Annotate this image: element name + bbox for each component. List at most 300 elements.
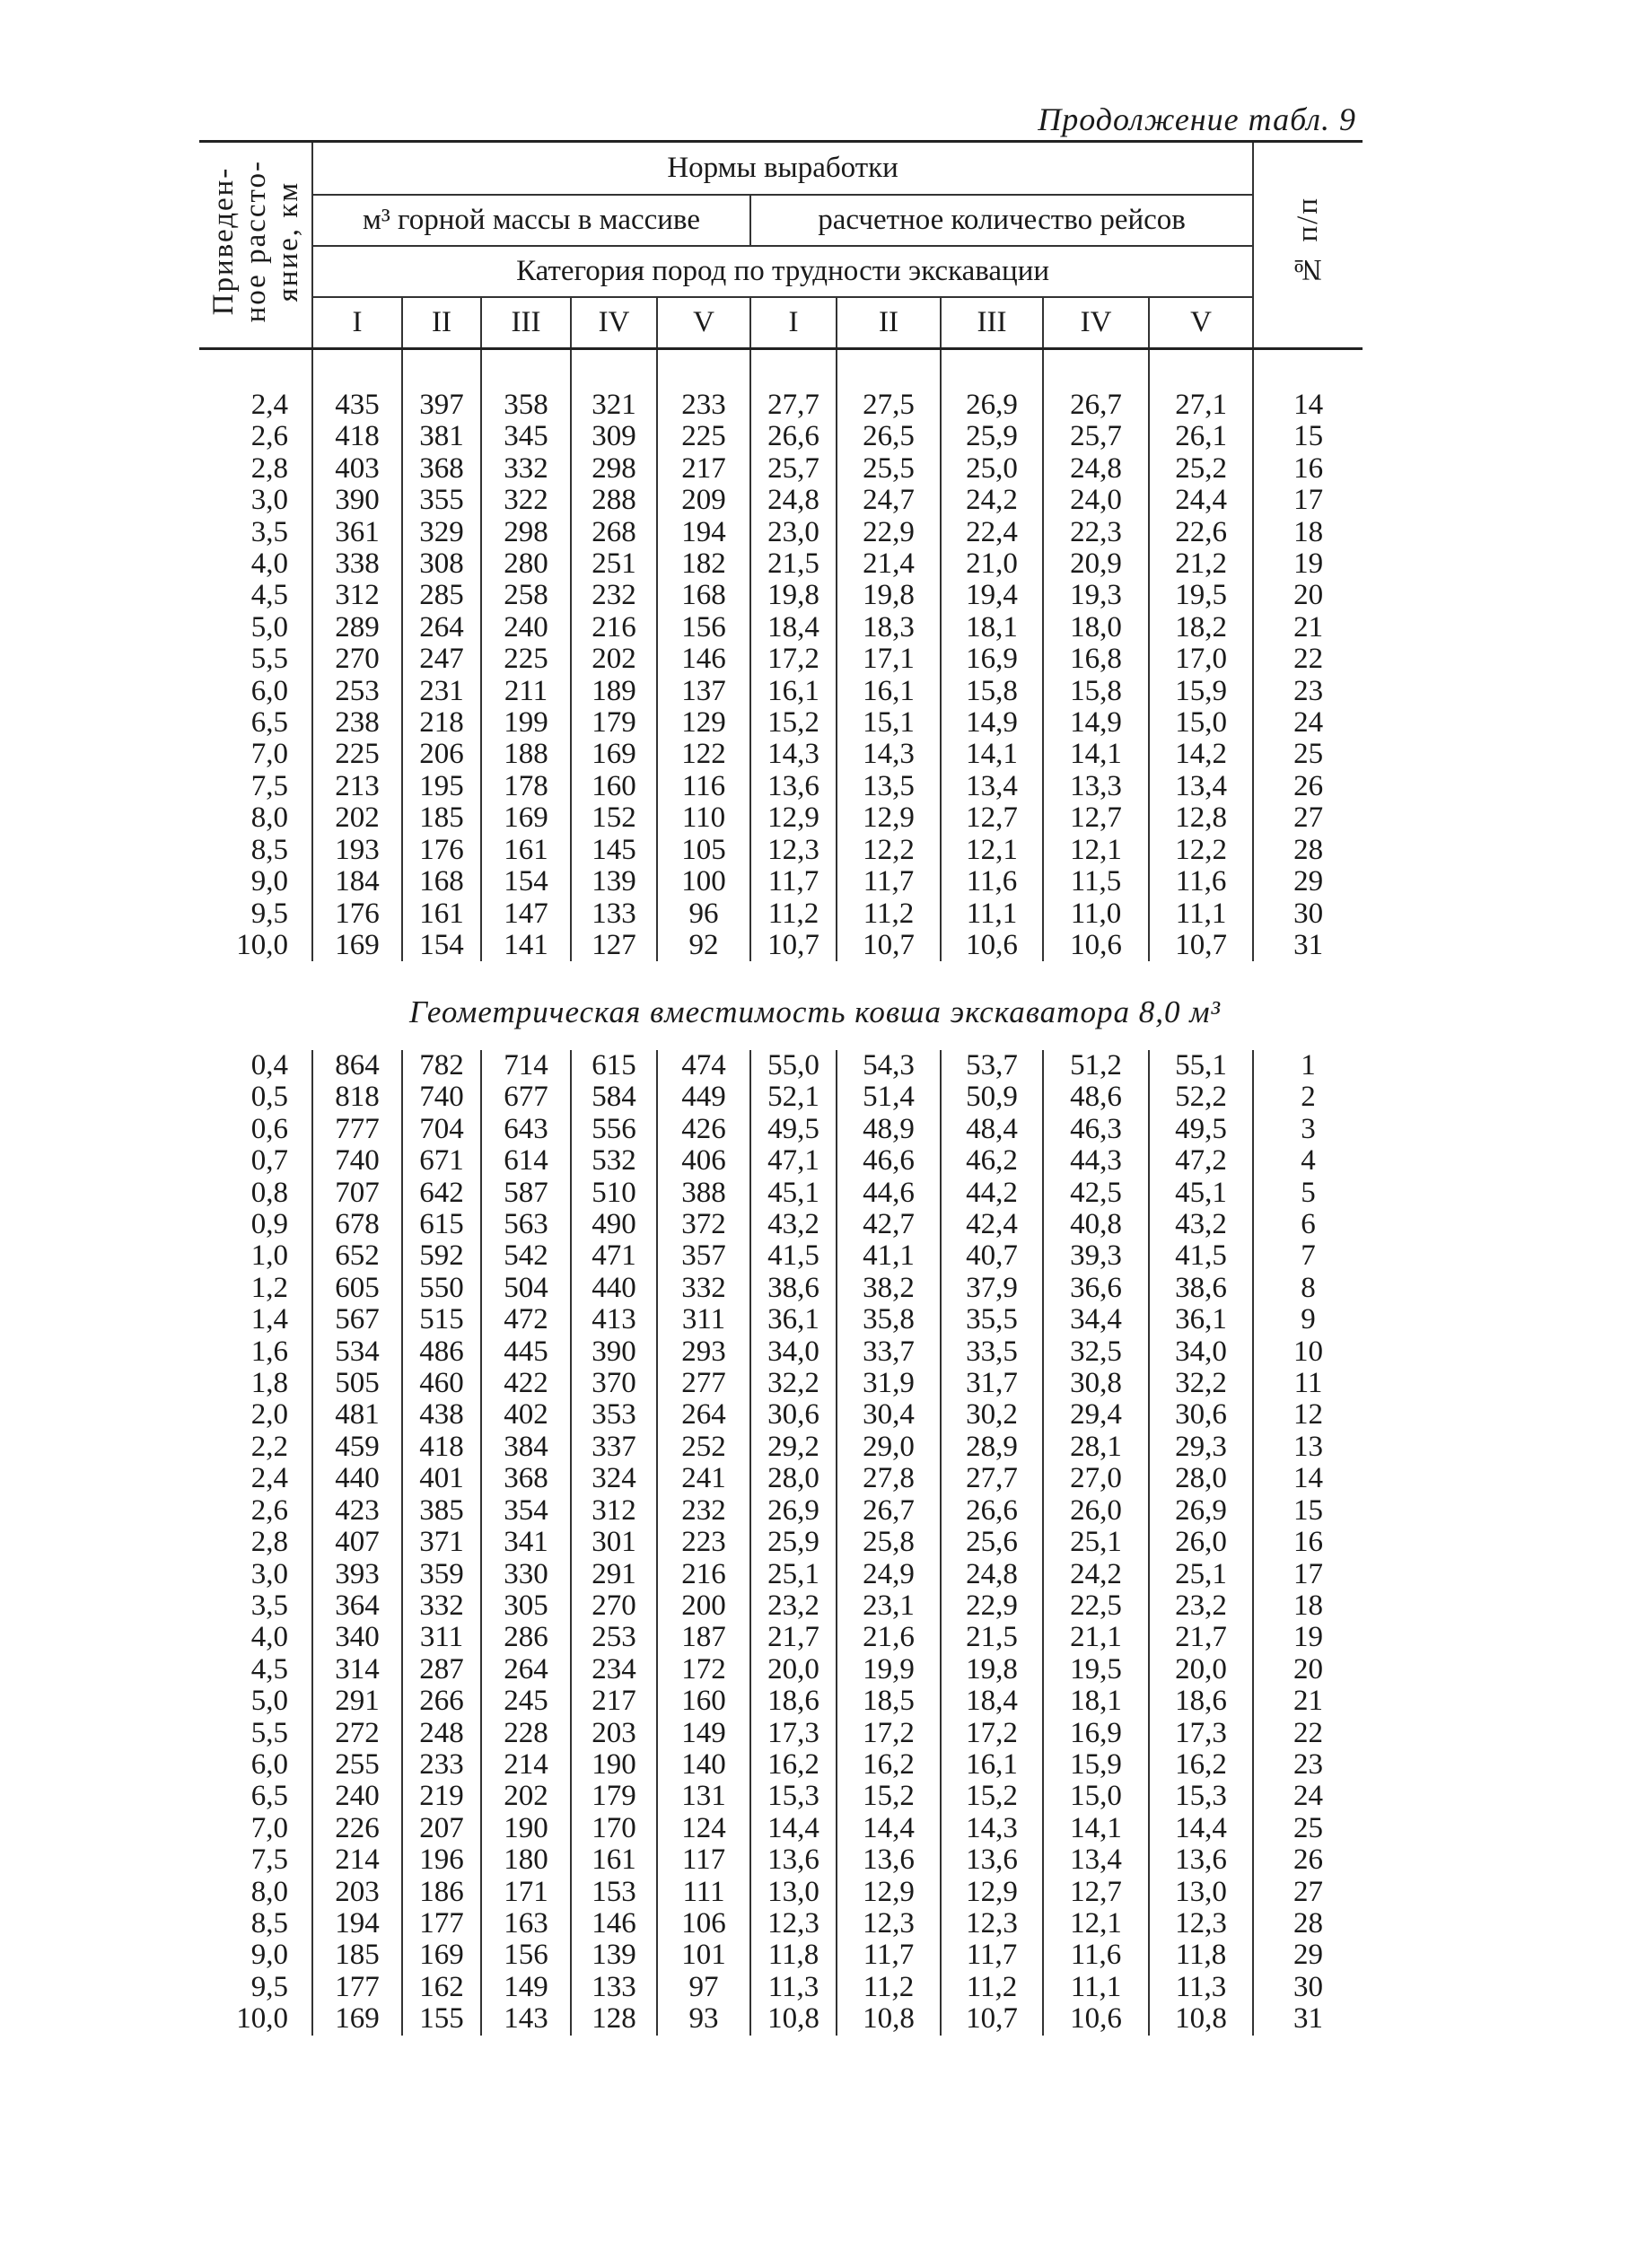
value-cell: 19,5 [1043, 1654, 1149, 1686]
table-row [199, 771, 1363, 802]
value-cell: 459 [312, 1432, 402, 1463]
value-cell: 203 [571, 1718, 657, 1749]
number-cell: 15 [1253, 1495, 1363, 1527]
value-cell: 12,3 [837, 1908, 941, 1940]
value-cell: 671 [402, 1145, 481, 1177]
value-cell: 52,2 [1149, 1081, 1253, 1113]
table-row [199, 548, 1363, 580]
section-caption: Геометрическая вместимость ковша экскаватора 8,0 м³ [408, 994, 1222, 1029]
value-cell: 133 [571, 898, 657, 930]
table-row [199, 676, 1363, 707]
number-cell: 26 [1253, 1844, 1363, 1876]
value-cell: 155 [402, 2003, 481, 2035]
value-cell: 28,0 [1149, 1463, 1253, 1494]
distance-cell: 2,0 [250, 1398, 288, 1432]
value-cell: 341 [481, 1527, 571, 1558]
table-row [199, 739, 1363, 770]
value-cell: 218 [402, 707, 481, 739]
value-cell: 232 [571, 580, 657, 611]
number-cell: 19 [1253, 1622, 1363, 1653]
value-cell: 27,8 [837, 1463, 941, 1494]
value-cell: 40,7 [941, 1240, 1043, 1272]
category-col-header: II [837, 297, 941, 348]
number-cell: 15 [1253, 421, 1363, 452]
value-cell: 24,9 [837, 1559, 941, 1590]
value-cell: 324 [571, 1463, 657, 1494]
table-row [199, 1622, 1363, 1653]
distance-cell: 2,2 [250, 1430, 288, 1463]
table-body-2 [199, 1050, 1363, 2036]
value-cell: 12,3 [1149, 1908, 1253, 1940]
distance-cell: 10,0 [236, 2002, 288, 2036]
value-cell: 38,6 [750, 1273, 837, 1304]
value-cell: 240 [312, 1781, 402, 1812]
value-cell: 291 [312, 1686, 402, 1717]
value-cell: 25,5 [837, 453, 941, 485]
distance-cell: 4,0 [250, 547, 288, 581]
value-cell: 187 [657, 1622, 750, 1653]
value-cell: 567 [312, 1304, 402, 1335]
value-cell: 21,6 [837, 1622, 941, 1653]
value-cell: 34,0 [1149, 1336, 1253, 1368]
table-row [199, 644, 1363, 675]
table-row [199, 1844, 1363, 1876]
number-cell: 18 [1253, 1590, 1363, 1622]
number-cell: 2 [1253, 1081, 1363, 1113]
value-cell: 30,4 [837, 1399, 941, 1431]
value-cell: 11,2 [941, 1972, 1043, 2003]
distance-cell: 1,6 [250, 1335, 288, 1368]
value-cell: 264 [402, 612, 481, 644]
value-cell: 211 [481, 676, 571, 707]
value-cell: 426 [657, 1114, 750, 1145]
value-cell: 24,2 [1043, 1559, 1149, 1590]
value-cell: 248 [402, 1718, 481, 1749]
value-cell: 11,6 [941, 866, 1043, 898]
value-cell: 614 [481, 1145, 571, 1177]
value-cell: 11,6 [1043, 1940, 1149, 1971]
value-cell: 359 [402, 1559, 481, 1590]
table-row [199, 517, 1363, 548]
value-cell: 25,2 [1149, 453, 1253, 485]
value-cell: 185 [312, 1940, 402, 1971]
table-row [199, 866, 1363, 898]
value-cell: 11,3 [750, 1972, 837, 2003]
value-cell: 160 [571, 771, 657, 802]
value-cell: 29,0 [837, 1432, 941, 1463]
value-cell: 474 [657, 1050, 750, 1081]
value-cell: 199 [481, 707, 571, 739]
value-cell: 25,1 [1043, 1527, 1149, 1558]
value-cell: 245 [481, 1686, 571, 1717]
value-cell: 12,7 [1043, 1877, 1149, 1908]
value-cell: 217 [657, 453, 750, 485]
value-cell: 238 [312, 707, 402, 739]
value-cell: 139 [571, 1940, 657, 1971]
value-cell: 385 [402, 1495, 481, 1527]
value-cell: 312 [312, 580, 402, 611]
value-cell: 12,1 [1043, 835, 1149, 866]
value-cell: 14,3 [941, 1813, 1043, 1844]
value-cell: 93 [657, 2003, 750, 2035]
category-col-header: III [481, 297, 571, 348]
value-cell: 368 [481, 1463, 571, 1494]
value-cell: 10,6 [1043, 930, 1149, 961]
number-cell: 10 [1253, 1336, 1363, 1368]
value-cell: 10,7 [1149, 930, 1253, 961]
value-cell: 24,4 [1149, 485, 1253, 516]
value-cell: 206 [402, 739, 481, 770]
table-row [199, 898, 1363, 930]
value-cell: 18,6 [750, 1686, 837, 1717]
value-cell: 28,1 [1043, 1432, 1149, 1463]
value-cell: 234 [571, 1654, 657, 1686]
distance-cell: 8,5 [250, 1906, 288, 1940]
value-cell: 25,8 [837, 1527, 941, 1558]
value-cell: 322 [481, 485, 571, 516]
value-cell: 17,3 [1149, 1718, 1253, 1749]
value-cell: 139 [571, 866, 657, 898]
value-cell: 16,1 [837, 676, 941, 707]
table-row [199, 1050, 1363, 1081]
value-cell: 13,6 [1149, 1844, 1253, 1876]
value-cell: 10,7 [750, 930, 837, 961]
value-cell: 42,5 [1043, 1178, 1149, 1209]
value-cell: 18,4 [941, 1686, 1043, 1717]
value-cell: 182 [657, 548, 750, 580]
value-cell: 19,9 [837, 1654, 941, 1686]
value-cell: 288 [571, 485, 657, 516]
distance-cell: 5,5 [250, 1716, 288, 1749]
value-cell: 176 [402, 835, 481, 866]
value-cell: 34,4 [1043, 1304, 1149, 1335]
value-cell: 26,7 [837, 1495, 941, 1527]
value-cell: 15,8 [1043, 676, 1149, 707]
value-cell: 31,9 [837, 1368, 941, 1399]
value-cell: 31,7 [941, 1368, 1043, 1399]
value-cell: 287 [402, 1654, 481, 1686]
value-cell: 16,9 [941, 644, 1043, 675]
value-cell: 21,0 [941, 548, 1043, 580]
value-cell: 42,4 [941, 1209, 1043, 1240]
value-cell: 11,7 [837, 1940, 941, 1971]
value-cell: 252 [657, 1432, 750, 1463]
value-cell: 556 [571, 1114, 657, 1145]
value-cell: 202 [481, 1781, 571, 1812]
value-cell: 231 [402, 676, 481, 707]
value-cell: 10,7 [941, 2003, 1043, 2035]
value-cell: 16,1 [941, 1749, 1043, 1781]
distance-cell: 0,7 [250, 1144, 288, 1178]
value-cell: 21,2 [1149, 548, 1253, 580]
number-cell: 12 [1253, 1399, 1363, 1431]
value-cell: 587 [481, 1178, 571, 1209]
value-cell: 10,8 [750, 2003, 837, 2035]
table-row [199, 1590, 1363, 1622]
value-cell: 27,1 [1149, 390, 1253, 421]
value-cell: 15,9 [1043, 1749, 1149, 1781]
value-cell: 122 [657, 739, 750, 770]
value-cell: 15,2 [750, 707, 837, 739]
value-cell: 11,1 [941, 898, 1043, 930]
value-cell: 177 [402, 1908, 481, 1940]
value-cell: 298 [481, 517, 571, 548]
value-cell: 272 [312, 1718, 402, 1749]
value-cell: 740 [402, 1081, 481, 1113]
value-cell: 407 [312, 1527, 402, 1558]
distance-cell: 5,5 [250, 643, 288, 676]
value-cell: 423 [312, 1495, 402, 1527]
value-cell: 38,2 [837, 1273, 941, 1304]
table-row [199, 1940, 1363, 1971]
value-cell: 240 [481, 612, 571, 644]
value-cell: 41,5 [1149, 1240, 1253, 1272]
value-cell: 163 [481, 1908, 571, 1940]
value-cell: 11,8 [1149, 1940, 1253, 1971]
table-row [199, 1209, 1363, 1240]
value-cell: 20,9 [1043, 548, 1149, 580]
number-cell: 28 [1253, 835, 1363, 866]
value-cell: 214 [312, 1844, 402, 1876]
value-cell: 154 [481, 866, 571, 898]
value-cell: 17,1 [837, 644, 941, 675]
value-cell: 232 [657, 1495, 750, 1527]
value-cell: 26,6 [941, 1495, 1043, 1527]
value-cell: 14,2 [1149, 739, 1253, 770]
distance-cell: 3,5 [250, 515, 288, 548]
value-cell: 49,5 [750, 1114, 837, 1145]
value-cell: 154 [402, 930, 481, 961]
value-cell: 233 [657, 390, 750, 421]
value-cell: 10,7 [837, 930, 941, 961]
value-cell: 368 [402, 453, 481, 485]
value-cell: 160 [657, 1686, 750, 1717]
value-cell: 10,6 [941, 930, 1043, 961]
value-cell: 25,6 [941, 1527, 1043, 1558]
value-cell: 202 [571, 644, 657, 675]
number-cell: 29 [1253, 866, 1363, 898]
value-cell: 332 [481, 453, 571, 485]
table-row [199, 1877, 1363, 1908]
value-cell: 186 [402, 1877, 481, 1908]
value-cell: 40,8 [1043, 1209, 1149, 1240]
value-cell: 472 [481, 1304, 571, 1335]
value-cell: 233 [402, 1749, 481, 1781]
value-cell: 101 [657, 1940, 750, 1971]
value-cell: 18,6 [1149, 1686, 1253, 1717]
value-cell: 253 [571, 1622, 657, 1653]
value-cell: 190 [571, 1749, 657, 1781]
table-row [199, 1686, 1363, 1717]
table-row [199, 1749, 1363, 1781]
value-cell: 117 [657, 1844, 750, 1876]
value-cell: 864 [312, 1050, 402, 1081]
value-cell: 36,6 [1043, 1273, 1149, 1304]
number-cell: 17 [1253, 1559, 1363, 1590]
distance-cell: 0,5 [250, 1081, 288, 1114]
table-row [199, 930, 1363, 961]
value-cell: 247 [402, 644, 481, 675]
value-cell: 26,9 [941, 390, 1043, 421]
value-cell: 153 [571, 1877, 657, 1908]
value-cell: 24,7 [837, 485, 941, 516]
value-cell: 16,9 [1043, 1718, 1149, 1749]
value-cell: 12,7 [941, 802, 1043, 834]
value-cell: 740 [312, 1145, 402, 1177]
value-cell: 180 [481, 1844, 571, 1876]
value-cell: 22,5 [1043, 1590, 1149, 1622]
number-header [1253, 142, 1363, 349]
table-row [199, 2003, 1363, 2035]
continuation-label: Продолжение табл. 9 [1038, 101, 1356, 137]
table-row [199, 390, 1363, 421]
value-cell: 131 [657, 1781, 750, 1812]
value-cell: 16,2 [1149, 1749, 1253, 1781]
value-cell: 12,7 [1043, 802, 1149, 834]
value-cell: 48,9 [837, 1114, 941, 1145]
distance-cell: 0,6 [250, 1112, 288, 1145]
value-cell: 12,8 [1149, 802, 1253, 834]
value-cell: 12,9 [837, 802, 941, 834]
value-cell: 550 [402, 1273, 481, 1304]
value-cell: 10,8 [1149, 2003, 1253, 2035]
value-cell: 146 [657, 644, 750, 675]
value-cell: 15,2 [941, 1781, 1043, 1812]
distance-cell: 0,8 [250, 1176, 288, 1209]
value-cell: 51,4 [837, 1081, 941, 1113]
value-cell: 35,8 [837, 1304, 941, 1335]
value-cell: 124 [657, 1813, 750, 1844]
value-cell: 39,3 [1043, 1240, 1149, 1272]
value-cell: 185 [402, 802, 481, 834]
table-row [199, 1463, 1363, 1494]
value-cell: 449 [657, 1081, 750, 1113]
value-cell: 332 [402, 1590, 481, 1622]
number-cell: 22 [1253, 1718, 1363, 1749]
distance-cell: 2,6 [250, 420, 288, 453]
value-cell: 225 [481, 644, 571, 675]
value-cell: 16,2 [837, 1749, 941, 1781]
value-cell: 33,5 [941, 1336, 1043, 1368]
category-col-header: V [1149, 297, 1253, 348]
distance-cell: 5,0 [250, 610, 288, 644]
value-cell: 37,9 [941, 1273, 1043, 1304]
distance-cell: 1,0 [250, 1239, 288, 1273]
number-cell: 23 [1253, 1749, 1363, 1781]
value-cell: 12,3 [750, 835, 837, 866]
value-cell: 156 [481, 1940, 571, 1971]
value-cell: 209 [657, 485, 750, 516]
value-cell: 413 [571, 1304, 657, 1335]
distance-cell: 2,8 [250, 1526, 288, 1559]
value-cell: 418 [402, 1432, 481, 1463]
value-cell: 128 [571, 2003, 657, 2035]
value-cell: 25,9 [750, 1527, 837, 1558]
value-cell: 162 [402, 1972, 481, 2003]
value-cell: 490 [571, 1209, 657, 1240]
value-cell: 45,1 [1149, 1178, 1253, 1209]
value-cell: 13,0 [1149, 1877, 1253, 1908]
value-cell: 50,9 [941, 1081, 1043, 1113]
value-cell: 29,4 [1043, 1399, 1149, 1431]
category-col-header: I [312, 297, 402, 348]
value-cell: 371 [402, 1527, 481, 1558]
value-cell: 12,1 [1043, 1908, 1149, 1940]
value-cell: 46,6 [837, 1145, 941, 1177]
value-cell: 14,4 [837, 1813, 941, 1844]
norms-header: Нормы выработки [312, 142, 1253, 196]
value-cell: 18,2 [1149, 612, 1253, 644]
value-cell: 129 [657, 707, 750, 739]
value-cell: 23,0 [750, 517, 837, 548]
value-cell: 26,7 [1043, 390, 1149, 421]
value-cell: 504 [481, 1273, 571, 1304]
value-cell: 55,0 [750, 1050, 837, 1081]
number-cell: 11 [1253, 1368, 1363, 1399]
value-cell: 21,5 [750, 548, 837, 580]
value-cell: 251 [571, 548, 657, 580]
value-cell: 532 [571, 1145, 657, 1177]
distance-cell: 3,5 [250, 1589, 288, 1622]
distance-cell: 9,0 [250, 1939, 288, 1972]
value-cell: 18,0 [1043, 612, 1149, 644]
value-cell: 330 [481, 1559, 571, 1590]
trips-group-header: расчетное количество рейсов [750, 195, 1253, 246]
value-cell: 200 [657, 1590, 750, 1622]
value-cell: 30,8 [1043, 1368, 1149, 1399]
value-cell: 402 [481, 1399, 571, 1431]
value-cell: 370 [571, 1368, 657, 1399]
number-cell: 25 [1253, 739, 1363, 770]
value-cell: 12,1 [941, 835, 1043, 866]
distance-cell: 7,0 [250, 1811, 288, 1844]
value-cell: 26,0 [1149, 1527, 1253, 1558]
value-cell: 46,3 [1043, 1114, 1149, 1145]
value-cell: 22,9 [941, 1590, 1043, 1622]
number-cell: 21 [1253, 1686, 1363, 1717]
value-cell: 20,0 [1149, 1654, 1253, 1686]
value-cell: 216 [571, 612, 657, 644]
value-cell: 357 [657, 1240, 750, 1272]
value-cell: 354 [481, 1495, 571, 1527]
value-cell: 605 [312, 1273, 402, 1304]
value-cell: 100 [657, 866, 750, 898]
number-cell: 7 [1253, 1240, 1363, 1272]
value-cell: 147 [481, 898, 571, 930]
value-cell: 818 [312, 1081, 402, 1113]
value-cell: 13,4 [941, 771, 1043, 802]
value-cell: 24,8 [1043, 453, 1149, 485]
table-row [199, 1240, 1363, 1272]
value-cell: 47,1 [750, 1145, 837, 1177]
value-cell: 188 [481, 739, 571, 770]
value-cell: 406 [657, 1145, 750, 1177]
value-cell: 27,7 [750, 390, 837, 421]
value-cell: 149 [481, 1972, 571, 2003]
value-cell: 388 [657, 1178, 750, 1209]
table-row [199, 1908, 1363, 1940]
value-cell: 149 [657, 1718, 750, 1749]
value-cell: 44,2 [941, 1178, 1043, 1209]
value-cell: 213 [312, 771, 402, 802]
table-row [199, 1718, 1363, 1749]
distance-cell: 3,0 [250, 1557, 288, 1590]
value-cell: 190 [481, 1813, 571, 1844]
value-cell: 241 [657, 1463, 750, 1494]
value-cell: 45,1 [750, 1178, 837, 1209]
value-cell: 196 [402, 1844, 481, 1876]
value-cell: 27,7 [941, 1463, 1043, 1494]
